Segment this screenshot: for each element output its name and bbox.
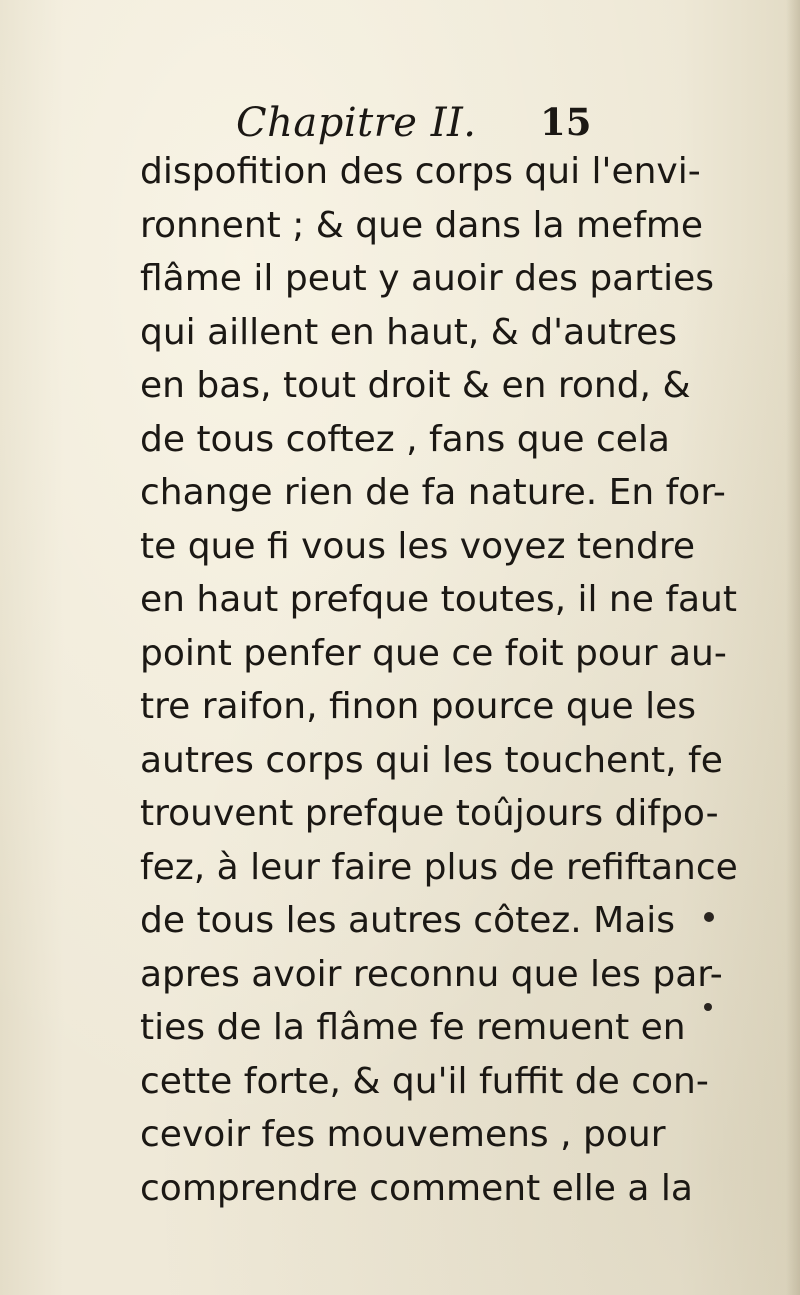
page-number: 15 xyxy=(540,100,592,144)
text-line: en haut prefque toutes, il ne faut xyxy=(140,579,737,620)
text-line: comprendre comment elle a la xyxy=(140,1167,693,1209)
text-line: cevoir fes mouvemens , pour xyxy=(140,1114,666,1155)
text-line: change rien de fa nature. En for- xyxy=(140,472,726,513)
text-line: de tous les autres côtez. Mais xyxy=(140,900,676,941)
text-line: cette forte, & qu'il fuffit de con- xyxy=(140,1060,709,1102)
text-line: autres corps qui les touchent, fe xyxy=(140,739,723,781)
chapter-title: Chapitre II. xyxy=(236,100,477,146)
text-line: te que fi vous les voyez tendre xyxy=(140,525,695,567)
text-line: dispofition des corps qui l'envi- xyxy=(140,151,701,192)
text-line: apres avoir reconnu que les par- xyxy=(140,953,723,995)
text-line: ronnent ; & que dans la mefme xyxy=(140,204,704,246)
text-line: de tous coftez , fans que cela xyxy=(140,418,670,460)
text-line: fez, à leur faire plus de refiftance xyxy=(140,846,738,888)
ink-speck xyxy=(704,1003,712,1011)
text-line: trouvent prefque toûjours difpo- xyxy=(140,793,719,834)
text-line: ties de la flâme fe remuent en xyxy=(140,1007,686,1048)
text-line: en bas, tout droit & en rond, & xyxy=(140,365,691,406)
text-line: flâme il peut y auoir des parties xyxy=(140,258,715,299)
running-head xyxy=(0,100,800,150)
text-line: qui aillent en haut, & d'autres xyxy=(140,311,677,353)
text-line: point penfer que ce foit pour au- xyxy=(140,632,727,674)
text-line: tre raifon, finon pource que les xyxy=(140,686,697,727)
ink-speck xyxy=(704,912,714,922)
body-text xyxy=(140,145,738,1215)
